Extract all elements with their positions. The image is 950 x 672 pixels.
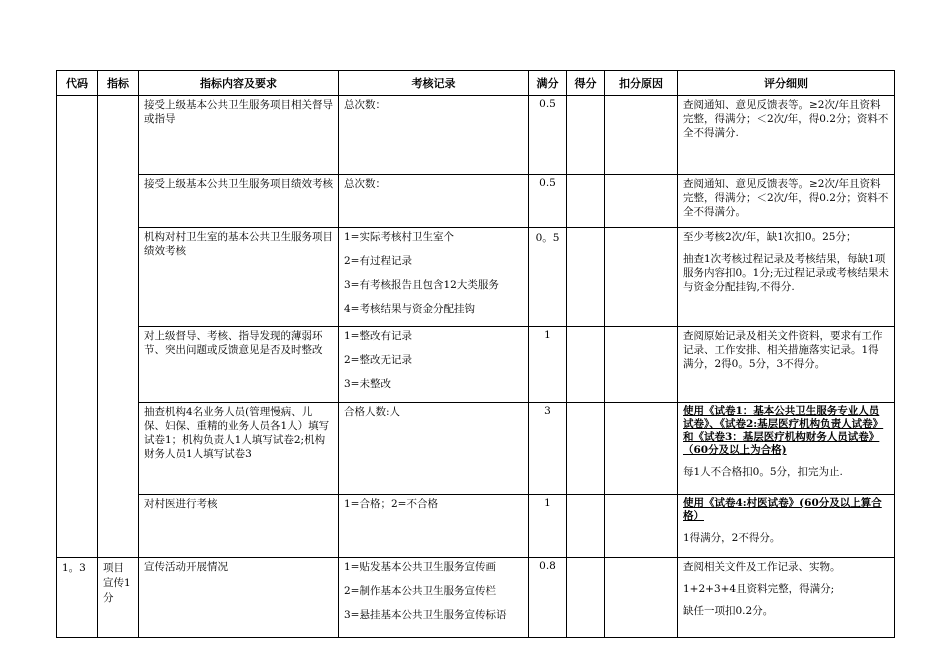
detail-text: 至少考核2次/年，缺1次扣0。25分； <box>683 231 857 243</box>
content-cell <box>139 558 339 638</box>
full-score-cell: 0.5 <box>529 96 567 175</box>
content-text: 对上级督导、考核、指导发现的薄弱环节、突出问题或反馈意见是否及时整改 <box>144 330 323 356</box>
content-cell <box>139 228 339 327</box>
content-text: 机构对村卫生室的基本公共卫生服务项目绩效考核 <box>144 231 333 257</box>
header-full-score: 满分 <box>529 71 567 96</box>
detail-cell <box>678 558 895 638</box>
code-cell: 1。3 <box>57 558 98 638</box>
record-line: 3=悬挂基本公共卫生服务宣传标语 <box>344 609 507 621</box>
score-cell[interactable] <box>567 327 605 403</box>
detail-text: 每1人不合格扣0。5分，扣完为止. <box>683 466 843 478</box>
record-cell <box>339 175 529 228</box>
indicator-cell <box>98 96 139 558</box>
table-row <box>57 558 895 638</box>
detail-cell <box>678 403 895 495</box>
record-line: 2=有过程记录 <box>344 255 412 267</box>
header-deduction-reason: 扣分原因 <box>605 71 678 96</box>
score-cell[interactable] <box>567 558 605 638</box>
header-indicator: 指标 <box>98 71 139 96</box>
record-line: 总次数： <box>344 99 386 111</box>
full-score-cell: 0。5 <box>529 228 567 327</box>
detail-text: 1得满分，2不得分。 <box>683 532 781 544</box>
full-score-cell: 0.8 <box>529 558 567 638</box>
evaluation-table <box>56 70 895 638</box>
score-cell[interactable] <box>567 228 605 327</box>
record-line: 总次数： <box>344 178 386 190</box>
record-line: 1=实际考核村卫生室个 <box>344 231 454 243</box>
record-line: 2=制作基本公共卫生服务宣传栏 <box>344 585 496 597</box>
code-cell <box>57 96 98 558</box>
table-row <box>57 327 895 403</box>
score-cell[interactable] <box>567 403 605 495</box>
record-cell <box>339 403 529 495</box>
record-line: 合格人数:人 <box>344 406 401 418</box>
detail-text: 查阅原始记录及相关文件资料，要求有工作记录、工作安排、相关措施落实记录。1得满分，2得0。5分，3不得分。 <box>683 330 883 370</box>
detail-text: 抽查1次考核过程记录及考核结果，每缺1项服务内容扣0。1分;无过程记录或考核结果未与资金分配挂钩,不得分. <box>683 253 889 293</box>
header-score: 得分 <box>567 71 605 96</box>
record-line: 1=合格；2=不合格 <box>344 498 438 510</box>
record-line: 3=有考核报告且包含12大类服务 <box>344 279 499 291</box>
detail-text-bold: 使用《试卷4:村医试卷》(60分及以上算合格） <box>683 497 882 522</box>
content-text: 抽查机构4名业务人员(管理慢病、儿保、妇保、重精的业务人员各1人）填写试卷1；机构负责人1人填写试卷2;机构财务人员1人填写试卷3 <box>144 406 330 460</box>
content-text: 接受上级基本公共卫生服务项目绩效考核 <box>144 178 333 190</box>
header-code: 代码 <box>57 71 98 96</box>
full-score-cell: 1 <box>529 327 567 403</box>
header-record: 考核记录 <box>339 71 529 96</box>
detail-text: 1+2+3+4且资料完整，得满分; <box>683 583 835 595</box>
header-content: 指标内容及要求 <box>139 71 339 96</box>
content-text: 对村医进行考核 <box>144 498 218 510</box>
record-cell <box>339 96 529 175</box>
deduction-reason-cell[interactable] <box>605 403 678 495</box>
score-cell[interactable] <box>567 495 605 558</box>
record-line: 4=考核结果与资金分配挂钩 <box>344 303 475 315</box>
table-row <box>57 495 895 558</box>
record-line: 1=贴发基本公共卫生服务宣传画 <box>344 561 496 573</box>
content-cell <box>139 495 339 558</box>
header-row <box>57 71 895 96</box>
detail-text-bold: 使用《试卷1：基本公共卫生服务专业人员试卷》、《试卷2:基层医疗机构负责人试卷》和《试卷3：基层医疗机构财务人员试卷》（60分及以上为合格) <box>683 405 884 456</box>
table-row <box>57 175 895 228</box>
record-cell <box>339 228 529 327</box>
content-cell <box>139 327 339 403</box>
detail-cell <box>678 175 895 228</box>
content-cell <box>139 96 339 175</box>
detail-cell <box>678 495 895 558</box>
deduction-reason-cell[interactable] <box>605 175 678 228</box>
content-text: 接受上级基本公共卫生服务项目相关督导或指导 <box>144 99 333 125</box>
detail-text: 查阅通知、意见反馈表等。≥2次/年且资料完整，得满分；＜2次/年，得0.2分；资料不全不得满分。 <box>683 178 889 218</box>
record-cell <box>339 495 529 558</box>
deduction-reason-cell[interactable] <box>605 96 678 175</box>
detail-text: 缺任一项扣0.2分。 <box>683 605 774 617</box>
record-cell <box>339 558 529 638</box>
table-row <box>57 403 895 495</box>
detail-cell <box>678 96 895 175</box>
detail-cell <box>678 327 895 403</box>
full-score-cell: 1 <box>529 495 567 558</box>
table-row <box>57 228 895 327</box>
indicator-cell: 项目宣传1分 <box>98 558 139 638</box>
detail-text: 查阅相关文件及工作记录、实物。 <box>683 561 841 573</box>
record-cell <box>339 327 529 403</box>
content-text: 宣传活动开展情况 <box>144 561 228 573</box>
score-cell[interactable] <box>567 175 605 228</box>
deduction-reason-cell[interactable] <box>605 495 678 558</box>
full-score-cell: 3 <box>529 403 567 495</box>
detail-cell <box>678 228 895 327</box>
detail-text: 查阅通知、意见反馈表等。≥2次/年且资料完整，得满分；＜2次/年，得0.2分；资料不全不得满分. <box>683 99 889 139</box>
score-cell[interactable] <box>567 96 605 175</box>
full-score-cell: 0.5 <box>529 175 567 228</box>
record-line: 2=整改无记录 <box>344 354 412 366</box>
table-row <box>57 96 895 175</box>
content-cell <box>139 403 339 495</box>
header-scoring-detail: 评分细则 <box>678 71 895 96</box>
record-line: 1=整改有记录 <box>344 330 412 342</box>
deduction-reason-cell[interactable] <box>605 558 678 638</box>
deduction-reason-cell[interactable] <box>605 327 678 403</box>
record-line: 3=未整改 <box>344 378 391 390</box>
content-cell <box>139 175 339 228</box>
deduction-reason-cell[interactable] <box>605 228 678 327</box>
